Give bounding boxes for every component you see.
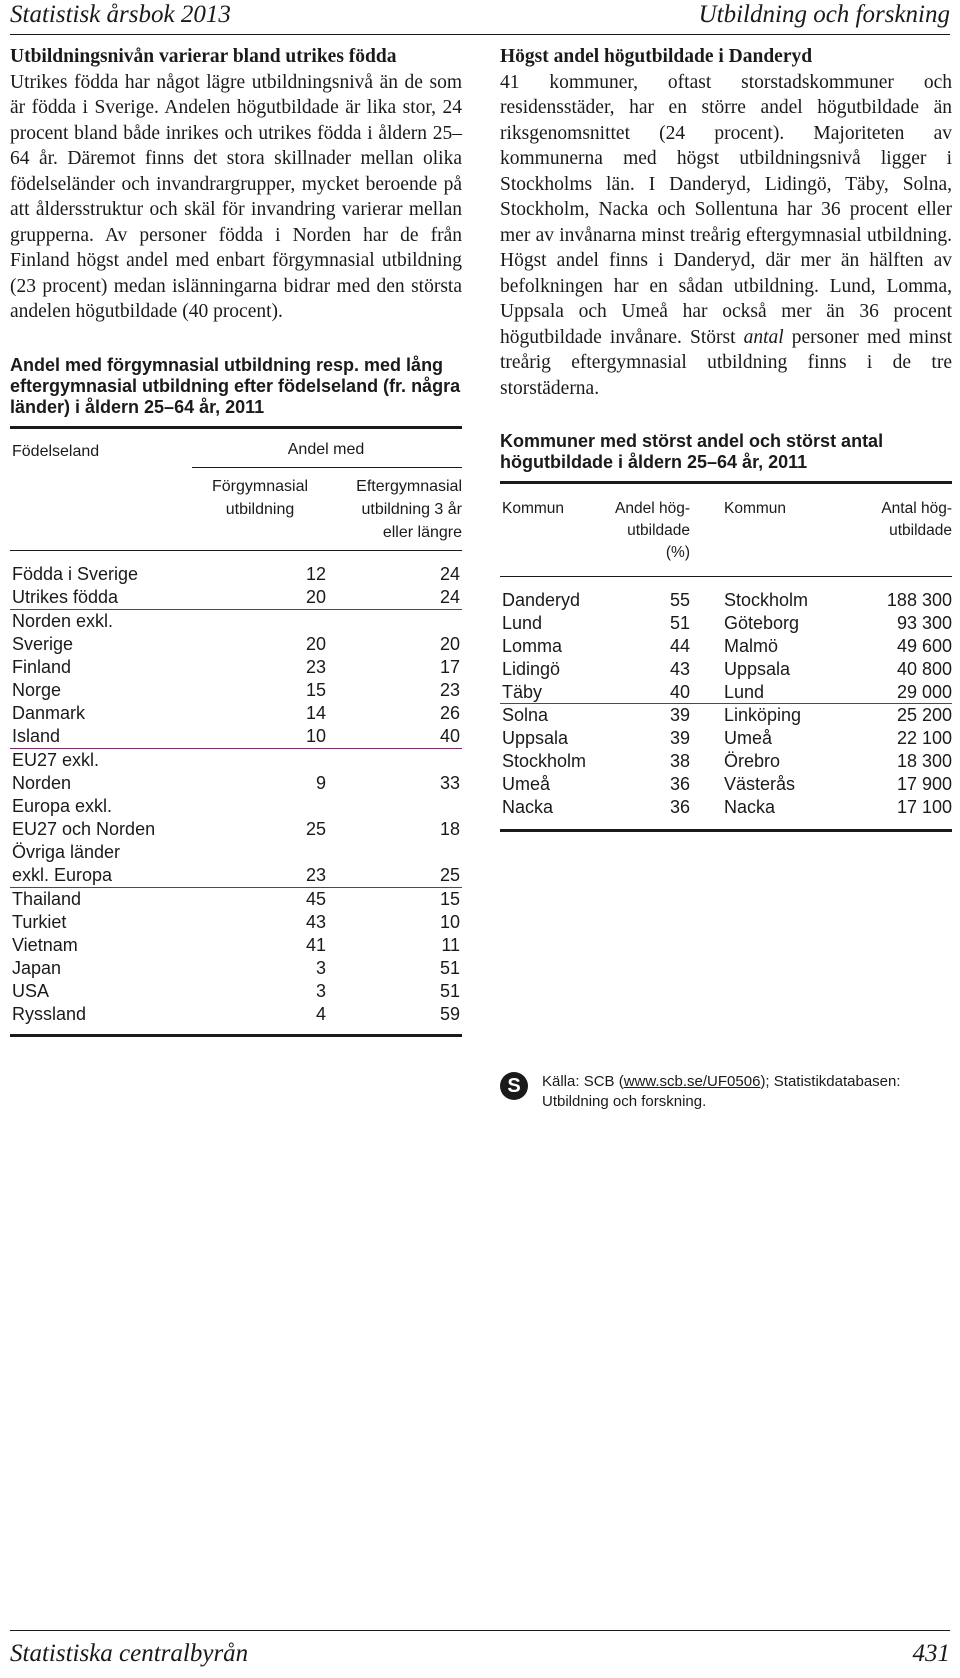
table-row <box>500 635 952 658</box>
header-title-left: Statistisk årsbok 2013 <box>10 1 231 28</box>
kommun-andel: Täby <box>502 682 543 702</box>
table-row <box>10 911 462 934</box>
left-body-text <box>10 44 462 325</box>
table-row <box>500 750 952 773</box>
table-row <box>10 957 462 980</box>
kommun-andel: Nacka <box>502 796 554 817</box>
table-row <box>500 681 952 704</box>
value-antal: 17 900 <box>896 773 952 794</box>
row-label <box>10 702 262 725</box>
table-row <box>500 704 952 727</box>
table-row <box>10 725 462 749</box>
header-rule <box>192 467 462 468</box>
value-andel: 51 <box>669 613 690 633</box>
col-header-andel-line: (%) <box>665 544 690 561</box>
table-row <box>500 658 952 681</box>
table-row <box>10 586 462 610</box>
value-forgymnasial: 20 <box>305 586 326 607</box>
value-antal: 17 100 <box>896 796 952 817</box>
value-eftergymnasial: 20 <box>439 633 460 654</box>
right-section-heading: Högst andel högutbildade i Danderyd <box>500 46 813 67</box>
table2-header <box>500 484 952 577</box>
table-row <box>500 612 952 635</box>
value-antal: 49 600 <box>896 636 952 656</box>
value-forgymnasial: 43 <box>305 911 326 932</box>
col-header-country: Födelseland <box>12 442 100 460</box>
table-row <box>10 934 462 957</box>
row-label-line: exkl. Europa <box>12 864 113 885</box>
row-label <box>10 980 262 1003</box>
row-label <box>10 934 262 957</box>
col-header-andel-line: utbildade <box>627 522 690 539</box>
row-label <box>10 957 262 980</box>
col-header-eftergymnasial-line: Eftergymnasial <box>356 477 462 495</box>
col-header-antal <box>830 498 952 542</box>
left-paragraph: Utrikes födda har något lägre utbildningsnivå än de som är födda i Sverige. Andelen högutbildade är lika stor, 24 procent bland både inrikes och utrikes födda i åldern 25–64 år. Däremot finns det stora skillnader mellan olika födelseländer och invandrargrupper, mycket beroende på att åldersstruktur och skäl för invandring varierar mellan grupperna. Av personer födda i Norden har de från Finland högst andel med enbart förgymnasial utbildning (23 procent) medan islänningarna bidrar med den största andelen högutbildade (40 procent). <box>10 71 462 322</box>
row-label-line: Europa exkl. <box>12 795 113 816</box>
value-forgymnasial: 4 <box>315 1003 326 1024</box>
row-label <box>10 563 262 586</box>
table-row <box>500 589 952 612</box>
row-label-line: Sverige <box>12 633 74 654</box>
right-body-text <box>500 44 952 401</box>
row-label <box>10 656 262 679</box>
col-header-andel: Andel med <box>287 440 365 458</box>
kommun-andel: Stockholm <box>502 750 587 771</box>
col-header-kommun-1: Kommun <box>502 500 565 517</box>
value-eftergymnasial: 17 <box>439 656 460 677</box>
col-header-eftergymnasial-line: eller längre <box>382 523 462 541</box>
source-link[interactable]: www.scb.se/UF0506 <box>623 1073 761 1090</box>
table2-title: Kommuner med störst andel och störst antal högutbildade i åldern 25–64 år, 2011 <box>500 431 884 472</box>
value-eftergymnasial: 25 <box>439 864 460 885</box>
row-label <box>10 679 262 702</box>
value-eftergymnasial: 23 <box>439 679 460 700</box>
table-row <box>10 888 462 911</box>
value-andel: 39 <box>669 704 690 725</box>
value-andel: 36 <box>669 796 690 817</box>
value-eftergymnasial: 59 <box>439 1003 460 1024</box>
kommun-antal: Lund <box>724 682 765 702</box>
row-label <box>10 795 262 841</box>
table-row <box>500 796 952 819</box>
row-label-line: Utrikes födda <box>12 586 119 607</box>
source-note <box>500 1072 952 1112</box>
value-forgymnasial: 45 <box>305 888 326 909</box>
left-section-heading: Utbildningsnivån varierar bland utrikes födda <box>10 46 397 67</box>
source-text <box>542 1072 952 1112</box>
row-label-line: Norden exkl. <box>12 610 114 631</box>
value-andel: 43 <box>669 659 690 679</box>
value-forgymnasial: 3 <box>315 980 326 1001</box>
value-antal: 188 300 <box>886 590 952 610</box>
value-antal: 25 200 <box>896 704 952 725</box>
kommun-antal: Västerås <box>724 773 796 794</box>
page-number: 431 <box>912 1640 950 1667</box>
value-eftergymnasial: 26 <box>439 702 460 723</box>
table1-header <box>10 429 462 551</box>
scb-logo-icon: S <box>500 1072 528 1100</box>
row-label-line: EU27 och Norden <box>12 818 156 839</box>
value-forgymnasial: 23 <box>305 864 326 885</box>
table1-body <box>10 551 462 1034</box>
row-label-line: Turkiet <box>12 911 67 932</box>
value-eftergymnasial: 33 <box>439 772 460 793</box>
value-forgymnasial: 25 <box>305 818 326 839</box>
value-forgymnasial: 23 <box>305 656 326 677</box>
col-header-andel <box>600 498 690 564</box>
value-antal: 22 100 <box>896 727 952 748</box>
row-label <box>10 749 262 795</box>
table-row <box>10 610 462 656</box>
col-header-andel-line: Andel hög- <box>615 500 690 517</box>
value-antal: 40 800 <box>896 659 952 679</box>
value-andel: 36 <box>669 773 690 794</box>
value-antal: 18 300 <box>896 750 952 771</box>
left-column <box>10 44 462 1037</box>
kommun-andel: Solna <box>502 704 549 725</box>
row-label <box>10 888 262 911</box>
value-forgymnasial: 3 <box>315 957 326 978</box>
kommun-andel: Danderyd <box>502 590 581 610</box>
row-label-line: Födda i Sverige <box>12 563 139 584</box>
value-eftergymnasial: 10 <box>439 911 460 932</box>
table-row <box>10 1003 462 1026</box>
right-column <box>500 44 952 832</box>
row-label-line: Japan <box>12 957 62 978</box>
value-forgymnasial: 12 <box>305 563 326 584</box>
source-prefix: Källa: SCB ( <box>542 1073 624 1090</box>
kommun-antal: Nacka <box>724 796 776 817</box>
table2-body <box>500 577 952 829</box>
value-eftergymnasial: 11 <box>441 934 460 955</box>
value-antal: 29 000 <box>896 682 952 702</box>
table-row <box>10 563 462 586</box>
source-suffix: ); Statistikdatabasen: Utbildning och forskning. <box>542 1073 901 1110</box>
footer-publisher: Statistiska centralbyrån <box>10 1640 249 1667</box>
table-row <box>500 773 952 796</box>
page-header <box>10 0 950 35</box>
row-label-line: Övriga länder <box>12 841 121 862</box>
value-forgymnasial: 15 <box>305 679 326 700</box>
right-paragraph-part2: personer med minst treårig eftergymnasial utbildning finns i de tre storstäderna. <box>500 326 952 399</box>
row-label-line: Thailand <box>12 888 82 909</box>
row-label-line: Norge <box>12 679 62 700</box>
value-eftergymnasial: 40 <box>439 725 460 746</box>
kommun-andel: Lomma <box>502 636 563 656</box>
col-header-antal-line: utbildade <box>889 522 952 539</box>
value-andel: 39 <box>669 727 690 748</box>
value-eftergymnasial: 51 <box>439 980 460 1001</box>
col-header-forgymnasial-line: utbildning <box>225 500 295 518</box>
row-label-line: Ryssland <box>12 1003 87 1024</box>
col-header-kommun-2: Kommun <box>724 500 787 517</box>
kommun-andel: Lidingö <box>502 659 561 679</box>
value-andel: 55 <box>669 590 690 610</box>
row-label-line: EU27 exkl. <box>12 749 100 770</box>
value-eftergymnasial: 24 <box>439 586 460 607</box>
right-paragraph-part1: 41 kommuner, oftast storstadskommuner och residensstäder, har en större andel högutbildade än riksgenomsnittet (24 procent). Majoriteten av kommunerna med högst utbildningsnivå ligger i Stockholms län. I Danderyd, Lidingö, Täby, Solna, Stockholm, Nacka och Sollentuna har 36 procent eller mer av invånarna minst treårig eftergymnasial utbildning. Högst andel finns i Danderyd, där mer än hälften av befolkningen har en sådan utbildning. Lund, Lomma, Uppsala och Umeå har också mer än 36 procent högutbildade invånare. Störst <box>500 71 952 348</box>
value-eftergymnasial: 24 <box>439 563 460 584</box>
row-label <box>10 1003 262 1026</box>
kommun-antal: Linköping <box>724 704 802 725</box>
value-forgymnasial: 20 <box>305 633 326 654</box>
row-label <box>10 725 262 748</box>
kommun-andel: Umeå <box>502 773 551 794</box>
value-andel: 38 <box>669 750 690 771</box>
row-label <box>10 911 262 934</box>
kommun-antal: Malmö <box>724 636 779 656</box>
table1-title: Andel med förgymnasial utbildning resp. med lång eftergymnasial utbildning efter födelseland (fr. några länder) i åldern 25–64 år, 2011 <box>10 354 461 417</box>
table-row <box>10 702 462 725</box>
value-antal: 93 300 <box>896 613 952 633</box>
kommun-antal: Stockholm <box>724 590 809 610</box>
value-forgymnasial: 14 <box>305 702 326 723</box>
table-row <box>10 656 462 679</box>
municipality-table <box>500 481 952 832</box>
table-row <box>500 727 952 750</box>
value-eftergymnasial: 51 <box>439 957 460 978</box>
row-label-line: Norden <box>12 772 72 793</box>
col-header-antal-line: Antal hög- <box>881 500 952 517</box>
row-label <box>10 610 262 656</box>
value-eftergymnasial: 15 <box>439 888 460 909</box>
table-row <box>10 841 462 888</box>
row-label-line: Island <box>12 725 61 746</box>
row-label-line: USA <box>12 980 50 1001</box>
kommun-andel: Uppsala <box>502 727 569 748</box>
kommun-antal: Örebro <box>724 750 781 771</box>
row-label-line: Danmark <box>12 702 86 723</box>
kommun-antal: Göteborg <box>724 613 800 633</box>
col-header-forgymnasial <box>192 475 328 521</box>
row-label <box>10 586 262 609</box>
table-row <box>10 980 462 1003</box>
page-footer <box>10 1630 950 1671</box>
row-label <box>10 841 262 887</box>
table-row <box>10 795 462 841</box>
kommun-antal: Uppsala <box>724 659 791 679</box>
value-eftergymnasial: 18 <box>439 818 460 839</box>
right-paragraph-italic: antal <box>743 326 784 348</box>
value-forgymnasial: 10 <box>305 725 326 746</box>
kommun-andel: Lund <box>502 613 543 633</box>
kommun-antal: Umeå <box>724 727 773 748</box>
col-header-eftergymnasial-line: utbildning 3 år <box>361 500 462 518</box>
col-header-forgymnasial-line: Förgymnasial <box>211 477 309 495</box>
value-andel: 40 <box>669 682 690 702</box>
value-forgymnasial: 9 <box>315 772 326 793</box>
table-row <box>10 749 462 795</box>
value-forgymnasial: 41 <box>305 934 326 955</box>
table-row <box>10 679 462 702</box>
value-andel: 44 <box>669 636 690 656</box>
header-title-right: Utbildning och forskning <box>698 1 950 28</box>
birth-country-table <box>10 426 462 1037</box>
row-label-line: Vietnam <box>12 934 78 955</box>
col-header-eftergymnasial <box>328 475 462 544</box>
header-bottom-rule <box>10 550 462 551</box>
row-label-line: Finland <box>12 656 72 677</box>
